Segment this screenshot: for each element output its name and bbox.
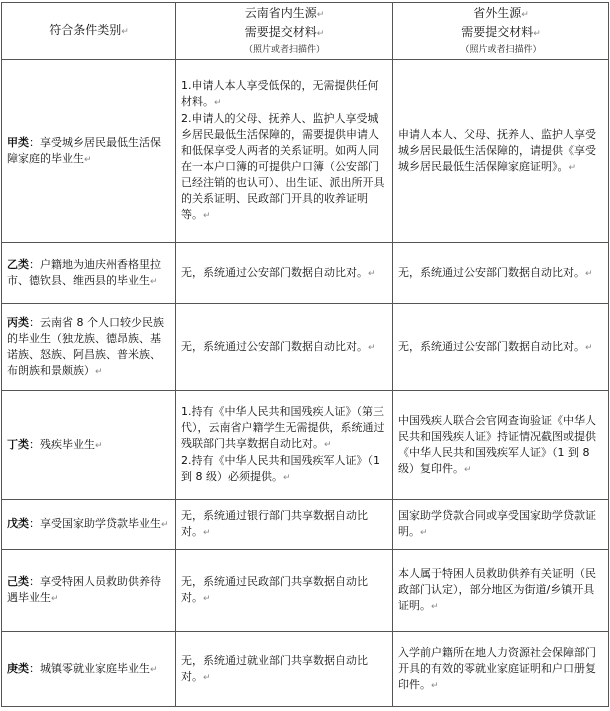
category-name: 甲类 [7,135,29,149]
table-row [2,304,609,391]
in-item: 2.持有《中华人民共和国残疾军人证》（1 到 8 级）必须提供。 [181,454,380,483]
out-item: 入学前户籍所在地人力资源社会保障部门开具的有效的零就业家庭证明和户口册复印件。 [398,645,596,691]
category-name: 乙类 [7,257,29,271]
in-item: 1.持有《中华人民共和国残疾人证》（第三代），云南省户籍学生无需提供，系统通过残联部门共享数据自动比对。 [181,405,385,450]
header-out-line2: 需要提交材料 [461,25,534,39]
out-province-cell: 国家助学贷款合同或享受国家助学贷款证明。↵ [393,500,609,550]
header-in-note: （照片或者扫描件） [243,45,325,55]
category-cell: 甲类：享受城乡居民最低生活保障家庭的毕业生↵ [2,60,176,243]
out-item: 国家助学贷款合同或享受国家助学贷款证明。 [398,509,596,538]
out-item: 申请人本人、父母、抚养人、监护人享受城乡居民最低生活保障的，请提供《享受城乡居民最低生活保障家庭证明》。 [398,127,596,173]
header-in-line1: 云南省内生源 [244,6,317,20]
header-out-province: 省外生源↵ 需要提交材料↵ （照片或者扫描件） [393,3,609,60]
table-row [2,391,609,500]
category-desc: ：残疾毕业生 [29,437,95,451]
out-province-cell: 无，系统通过公安部门数据自动比对。↵ [393,243,609,304]
in-province-cell: 无，系统通过民政部门共享数据自动比对。↵ [176,550,393,632]
header-in-line2: 需要提交材料 [244,25,317,39]
in-province-cell: 1.申请人本人享受低保的，无需提供任何材料。↵ 2.申请人的父母、抚养人、监护人享受城乡居民最低生活保障的，需要提供申请人和低保享受人两者的关系证明。如两人同在一本户口簿的可提供户口簿（公安部门已经注销的也认可）、出生证、派出所开具的关系证明、民政部门开具的收养证明等。↵ [176,60,393,243]
out-province-cell: 无，系统通过公安部门数据自动比对。↵ [393,304,609,391]
header-out-note: （照片或者扫描件） [460,45,542,55]
in-item: 无，系统通过民政部门共享数据自动比对。 [181,575,368,604]
in-item: 无，系统通过公安部门数据自动比对。 [181,265,368,279]
category-desc: ：享受特困人员救助供养待遇毕业生 [7,575,161,604]
category-name: 庚类 [7,661,29,675]
out-item: 本人属于特困人员救助供养有关证明（民政部门认定），部分地区为街道/乡镇开具证明。 [398,567,596,612]
category-desc: ：户籍地为迪庆州香格里拉市、德钦县、维西县的毕业生 [7,257,161,287]
category-desc: ：城镇零就业家庭毕业生 [29,661,150,675]
out-item: 无，系统通过公安部门数据自动比对。 [398,265,585,279]
in-province-cell: 无，系统通过公安部门数据自动比对。↵ [176,243,393,304]
out-item: 中国残疾人联合会官网查询验证《中华人民共和国残疾人证》持证情况截图或提供《中华人民共和国残疾军人证》（1 到 8 级）复印件。 [398,413,596,475]
out-province-cell: 本人属于特困人员救助供养有关证明（民政部门认定），部分地区为街道/乡镇开具证明。↵ [393,550,609,632]
header-row [2,3,609,60]
in-province-cell: 无，系统通过银行部门共享数据自动比对。↵ [176,500,393,550]
category-cell: 戊类：享受国家助学贷款毕业生↵ [2,500,176,550]
table-row [2,500,609,550]
category-cell: 庚类：城镇零就业家庭毕业生↵ [2,632,176,707]
table-row [2,632,609,707]
in-item: 无，系统通过就业部门共享数据自动比对。 [181,653,368,683]
category-name: 戊类 [7,517,29,530]
in-item: 无，系统通过银行部门共享数据自动比对。 [181,509,368,538]
in-item: 1.申请人本人享受低保的，无需提供任何材料。 [181,79,379,108]
in-province-cell: 无，系统通过公安部门数据自动比对。↵ [176,304,393,391]
header-out-line1: 省外生源 [473,6,522,20]
category-desc: ：享受国家助学贷款毕业生 [29,517,161,530]
table-row [2,550,609,632]
in-item: 2.申请人的父母、抚养人、监护人享受城乡居民最低生活保障的，需要提供申请人和低保享受人两者的关系证明。如两人同在一本户口簿的可提供户口簿（公安部门已经注销的也认可）、出生证、派出所开具的关系证明、民政部门开具的收养证明等。 [181,112,385,221]
out-province-cell: 申请人本人、父母、抚养人、监护人享受城乡居民最低生活保障的，请提供《享受城乡居民最低生活保障家庭证明》。↵ [393,60,609,243]
table-row [2,60,609,243]
out-province-cell: 入学前户籍所在地人力资源社会保障部门开具的有效的零就业家庭证明和户口册复印件。↵ [393,632,609,707]
header-category: 符合条件类别↵ [2,3,176,60]
in-province-cell: 1.持有《中华人民共和国残疾人证》（第三代），云南省户籍学生无需提供，系统通过残联部门共享数据自动比对。↵ 2.持有《中华人民共和国残疾军人证》（1 到 8 级）必须提供。↵ [176,391,393,500]
header-category-label: 符合条件类别 [49,23,122,37]
category-name: 己类 [7,575,29,588]
out-item: 无，系统通过公安部门数据自动比对。 [398,339,585,353]
category-name: 丁类 [7,437,29,451]
conditions-table [1,2,609,707]
category-desc: ：云南省 8 个人口较少民族的毕业生（独龙族、德昂族、基诺族、怒族、阿昌族、普米族、布朗族和景颇族） [7,315,164,377]
header-in-province: 云南省内生源↵ 需要提交材料↵ （照片或者扫描件） [176,3,393,60]
category-cell: 己类：享受特困人员救助供养待遇毕业生↵ [2,550,176,632]
category-cell: 丁类：残疾毕业生↵ [2,391,176,500]
category-cell: 乙类：户籍地为迪庆州香格里拉市、德钦县、维西县的毕业生↵ [2,243,176,304]
category-desc: ：享受城乡居民最低生活保障家庭的毕业生 [7,135,161,165]
in-province-cell: 无，系统通过就业部门共享数据自动比对。↵ [176,632,393,707]
in-item: 无，系统通过公安部门数据自动比对。 [181,339,368,353]
out-province-cell: 中国残疾人联合会官网查询验证《中华人民共和国残疾人证》持证情况截图或提供《中华人民共和国残疾军人证》（1 到 8 级）复印件。↵ [393,391,609,500]
category-cell: 丙类：云南省 8 个人口较少民族的毕业生（独龙族、德昂族、基诺族、怒族、阿昌族、普米族、布朗族和景颇族）↵ [2,304,176,391]
table-row [2,243,609,304]
category-name: 丙类 [7,315,29,329]
